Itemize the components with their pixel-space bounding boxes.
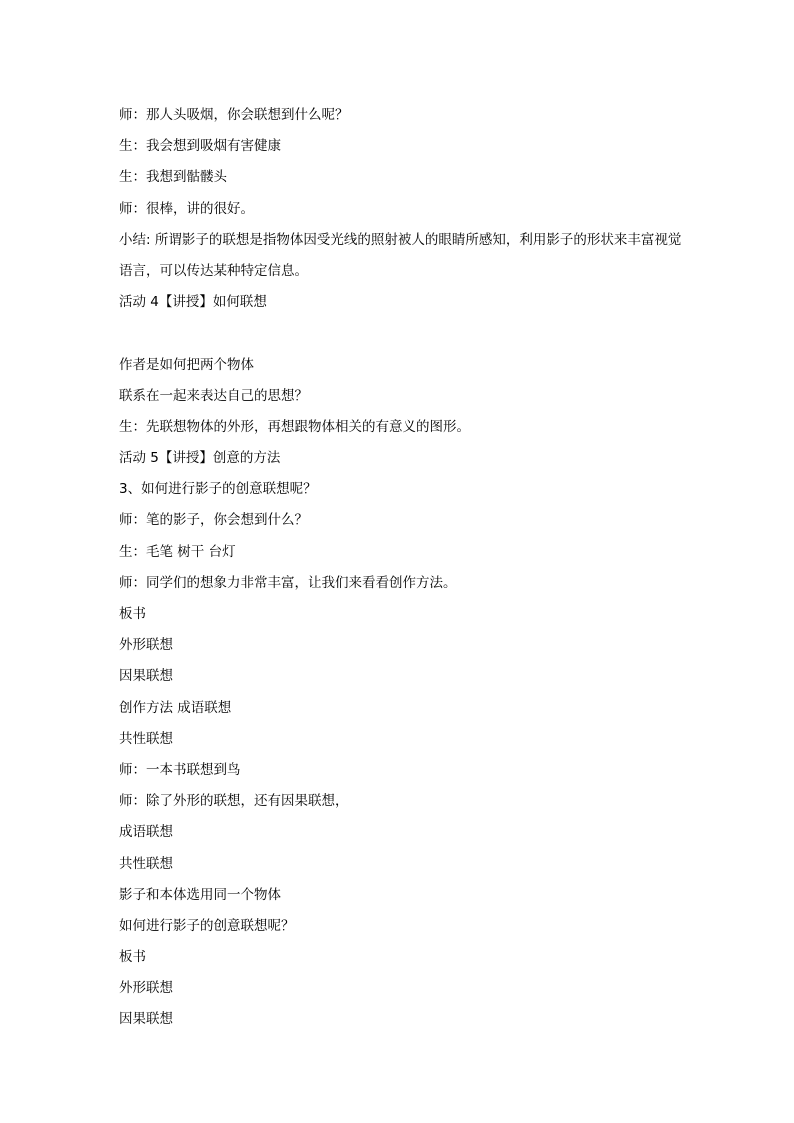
- dialogue-line: 生：我会想到吸烟有害健康: [119, 138, 281, 155]
- dialogue-line: 生：我想到骷髅头: [119, 169, 227, 186]
- board-item: 因果联想: [119, 668, 173, 685]
- activity-heading: 活动 4【讲授】如何联想: [119, 294, 267, 311]
- dialogue-line: 生：先联想物体的外形，再想跟物体相关的有意义的图形。: [119, 418, 470, 435]
- activity-heading: 活动 5【讲授】创意的方法: [119, 450, 281, 467]
- dialogue-line: 师：同学们的想象力非常丰富，让我们来看看创作方法。: [119, 574, 457, 591]
- dialogue-line: 师：除了外形的联想，还有因果联想，: [119, 793, 349, 810]
- dialogue-line: 师：那人头吸烟，你会联想到什么呢？: [119, 107, 349, 123]
- board-item: 共性联想: [119, 730, 173, 747]
- board-heading: 板书: [119, 606, 146, 623]
- summary-paragraph: 小结: 所谓影子的联想是指物体因受光线的照射被人的眼睛所感知，利用影子的形状来丰富视觉语言，可以传达某种特定信息。: [119, 231, 682, 279]
- text-line: 3、如何进行影子的创意联想呢？: [119, 481, 317, 498]
- document-body: [119, 100, 689, 1036]
- board-item: 创作方法 成语联想: [119, 699, 232, 716]
- board-item: 外形联想: [119, 637, 173, 654]
- blank-line: [119, 318, 689, 349]
- text-line: 共性联想: [119, 855, 173, 872]
- text-line: 联系在一起来表达自己的思想？: [119, 387, 308, 404]
- dialogue-line: 师：很棒，讲的很好。: [119, 200, 254, 217]
- board-item: 外形联想: [119, 980, 173, 997]
- board-heading: 板书: [119, 949, 146, 966]
- dialogue-line: 师：一本书联想到鸟: [119, 761, 241, 778]
- dialogue-line: 生：毛笔 树干 台灯: [119, 543, 236, 560]
- text-line: 如何进行影子的创意联想呢？: [119, 917, 295, 934]
- dialogue-line: 师：笔的影子，你会想到什么？: [119, 512, 308, 529]
- text-line: 成语联想: [119, 824, 173, 841]
- text-line: 作者是如何把两个物体: [119, 356, 254, 373]
- text-line: 影子和本体选用同一个物体: [119, 886, 281, 903]
- board-item: 因果联想: [119, 1011, 173, 1028]
